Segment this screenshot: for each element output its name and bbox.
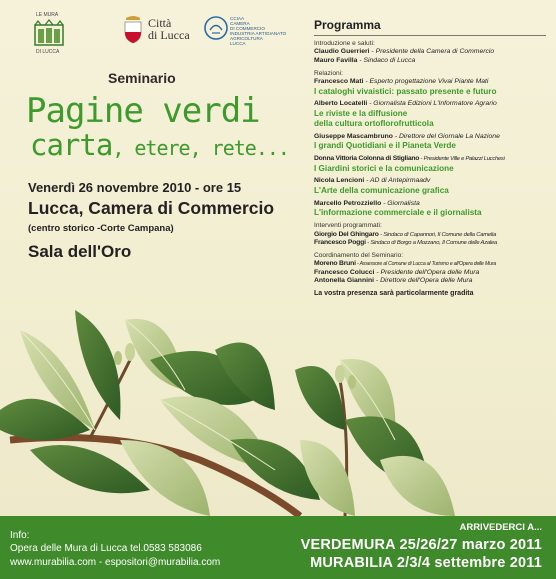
camera-line-3: INDUSTRIA ARTIGIANATO xyxy=(230,31,287,36)
speaker-line xyxy=(314,277,546,286)
speaker-name: Alberto Locatelli xyxy=(314,100,368,108)
footer-band xyxy=(0,516,556,579)
le-mura-logo xyxy=(28,12,68,56)
speaker-name: Marcello Petrozziello xyxy=(314,199,382,207)
speaker-role: - Presidente Ville e Palazzi Lucchesi xyxy=(419,155,505,162)
block-header: Relazioni: xyxy=(314,69,343,77)
lucca-logo-text xyxy=(148,17,190,41)
speaker-line xyxy=(314,239,546,248)
talk-title: L'informazione commerciale e il giornalista xyxy=(314,208,482,218)
speaker-line xyxy=(314,48,546,57)
speaker-name: Mauro Favilla xyxy=(314,57,358,64)
mura-logo-bottom: DI LUCCA xyxy=(36,49,60,55)
speaker-name: Giorgio Del Ghingaro xyxy=(314,230,379,238)
speaker-name: Francesco Poggi xyxy=(314,239,366,247)
speaker-role: - Direttore del Giornale La Nazione xyxy=(392,132,500,140)
speaker-role: - Esperto progettazione Vivai Piante Mati xyxy=(363,78,489,85)
bud xyxy=(335,365,345,383)
program-block-mati xyxy=(314,70,546,97)
event-kind: Seminario xyxy=(108,70,176,86)
botanical-illustration xyxy=(0,290,556,516)
footer-arrivederci: ARRIVEDERCI A... xyxy=(459,522,542,533)
speaker-name: Nicola Lencioni xyxy=(314,177,365,185)
speaker-role: - AD di Antepirmaadv xyxy=(364,177,431,185)
footer-address: Opera delle Mura di Lucca tel.0583 583086 xyxy=(10,543,202,554)
speaker-name: Francesco Colucci xyxy=(314,268,375,276)
speaker-name: Claudio Guerrieri xyxy=(314,48,370,56)
talk-title: I grandi Quotidiani e il Pianeta Verde xyxy=(314,141,456,151)
speaker-role: - Sindaco di Capannori, Il Comune della Camelia xyxy=(378,231,497,238)
speaker-line xyxy=(314,100,546,109)
title-rest: , etere, rete... xyxy=(112,136,289,160)
speaker-line xyxy=(314,260,546,269)
chamber-logo-icon xyxy=(204,15,228,41)
program-block-petrozziello xyxy=(314,200,546,218)
event-title-line2 xyxy=(30,130,289,165)
program-block-colonna xyxy=(314,155,546,173)
lucca-line2: di Lucca xyxy=(148,28,190,42)
program-block-interventi xyxy=(314,222,546,248)
speaker-line xyxy=(314,57,546,66)
camera-line-5: LUCCA xyxy=(230,41,246,46)
leaf xyxy=(380,456,455,516)
camera-line-0: CCIAA xyxy=(230,16,245,21)
speaker-role: - Assessore al Comune di Lucca al Turismo e all'Opera delle Mura xyxy=(355,261,497,268)
title-carta: carta xyxy=(30,128,113,162)
block-header: Interventi programmati: xyxy=(314,222,382,230)
talk-title: della cultura ortoflorofrutticola xyxy=(314,118,434,128)
speaker-name: Antonella Giannini xyxy=(314,277,375,285)
event-place-detail: (centro storico -Corte Campana) xyxy=(28,223,174,234)
talk-title: I Giardini storici e la comunicazione xyxy=(314,163,454,173)
footer-info-label: Info: xyxy=(10,530,30,541)
speaker-role: - Giornalista Edizioni L'Informatore Agrario xyxy=(367,100,497,108)
footer-event-murabilia: MURABILIA 2/3/4 settembre 2011 xyxy=(310,555,542,571)
program-block-lencioni xyxy=(314,177,546,195)
camera-line-4: AGRICOLTURA xyxy=(230,36,263,41)
program-panel xyxy=(314,18,546,297)
speaker-line xyxy=(314,269,546,278)
talk-title: Le riviste e la diffusione xyxy=(314,108,408,118)
speaker-role: - Giornalista xyxy=(381,199,420,207)
block-header: Introduzione e saluti: xyxy=(314,40,375,47)
camera-line-1: CAMERA xyxy=(230,21,250,26)
speaker-role: - Sindaco di Borgo a Mozzano, Il Comune delle Azalea xyxy=(365,240,498,247)
speaker-role: - Sindaco di Lucca xyxy=(357,57,416,64)
program-block-locatelli xyxy=(314,100,546,128)
speaker-name: Donna Vittoria Colonna di Stigliano xyxy=(314,154,420,162)
footer-web-email[interactable]: www.murabilia.com - espositori@murabilia.com xyxy=(10,557,221,568)
citta-di-lucca-logo xyxy=(120,12,202,52)
program-block-coordinamento xyxy=(314,252,546,286)
speaker-role: - Presidente della Camera di Commercio xyxy=(369,48,495,56)
talk-title: I cataloghi vivaistici: passato presente e futuro xyxy=(314,86,497,96)
camera-logo-text xyxy=(230,16,290,46)
camera-line-2: DI COMMERCIO xyxy=(230,26,265,31)
program-block-mascambruno xyxy=(314,133,546,151)
bud xyxy=(125,343,135,361)
program-title: Programma xyxy=(314,18,546,36)
talk-title: L'Arte della comunicazione grafica xyxy=(314,185,449,195)
speaker-name: Moreno Bruni xyxy=(314,260,356,268)
logo-strip xyxy=(28,12,298,58)
speaker-line xyxy=(314,133,546,142)
speaker-line xyxy=(314,200,546,209)
block-header: Coordinamento del Seminario: xyxy=(314,251,404,259)
footer-event-verdemura: VERDEMURA 25/26/27 marzo 2011 xyxy=(300,537,542,553)
program-block-intro xyxy=(314,40,546,66)
speaker-role: - Direttore dell'Opera delle Mura xyxy=(374,277,473,285)
camera-commercio-logo xyxy=(204,12,296,52)
city-walls-icon xyxy=(34,19,64,47)
mura-logo-top: LE MURA xyxy=(36,12,59,18)
speaker-line xyxy=(314,78,546,87)
event-title-line1: Pagine verdi xyxy=(26,91,260,131)
speaker-name: Giuseppe Mascambruno xyxy=(314,132,393,140)
event-date: Venerdì 26 novembre 2010 - ore 15 xyxy=(28,180,242,195)
event-hall: Sala dell'Oro xyxy=(28,242,132,261)
coat-of-arms-icon xyxy=(122,14,144,44)
bud xyxy=(114,351,122,365)
speaker-line xyxy=(314,231,546,240)
event-place: Lucca, Camera di Commercio xyxy=(28,198,275,218)
speaker-name: Francesco Mati xyxy=(314,78,364,85)
speaker-line xyxy=(314,155,546,164)
speaker-role: - Presidente dell'Opera delle Mura xyxy=(374,268,480,276)
closing-note: La vostra presenza sarà particolarmente gradita xyxy=(314,289,474,297)
speaker-line xyxy=(314,177,546,186)
lucca-line1: Città xyxy=(148,16,172,30)
